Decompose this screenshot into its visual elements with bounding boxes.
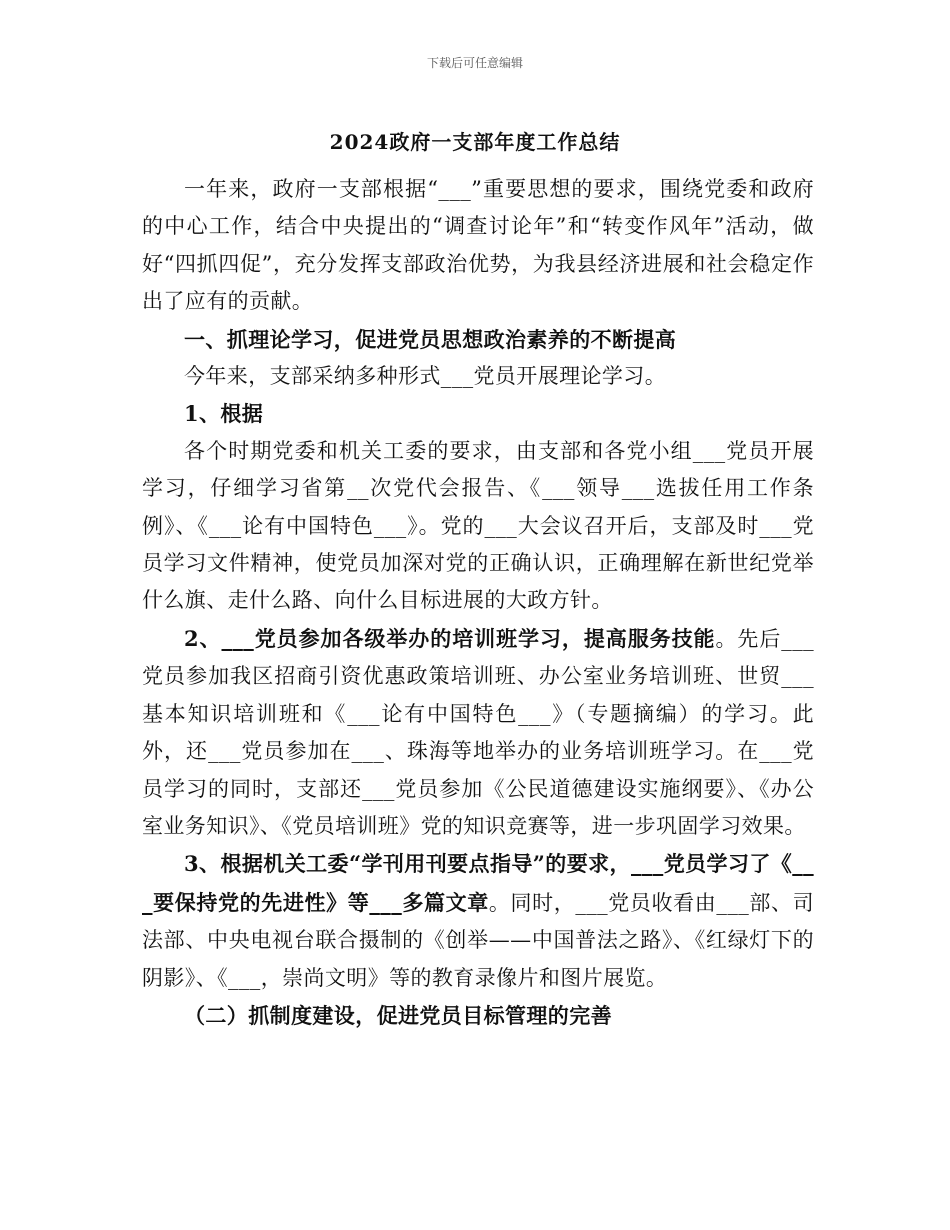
- item-3-paragraph: [142, 845, 814, 997]
- item-3-text: 。同时，___党员收看由___部、司法部、中央电视台联合摄制的《创举——中国普法之路》、《红绿灯下的阴影》、《___，崇尚文明》等的教育录像片和图片展览。: [142, 890, 814, 990]
- item-2-text: 。先后___党员参加我区招商引资优惠政策培训班、办公室业务培训班、世贸___基本知识培训班和《___论有中国特色___》（专题摘编）的学习。此外，还___党员参加在___、珠海等地举办的业务培训班学习。在___党员学习的同时，支部还___党员参加《公民道德建设实施纲要》、《办公室业务知识》、《党员培训班》党的知识竞赛等，进一步巩固学习效果。: [142, 626, 814, 838]
- intro-paragraph: 一年来，政府一支部根据“___”重要思想的要求，围绕党委和政府的中心工作，结合中央提出的“调查讨论年”和“转变作风年”活动，做好“四抓四促”，充分发挥支部政治优势，为我县经济进展和社会稳定作出了应有的贡献。: [142, 177, 814, 314]
- item-2-bold-lead: 2、___党员参加各级举办的培训班学习，提高服务技能: [184, 625, 716, 651]
- document-body: [142, 171, 814, 1034]
- document-title: 2024政府一支部年度工作总结: [329, 130, 621, 154]
- header-note: 下载后可任意编辑: [426, 56, 523, 70]
- item-3-bold-lead: 3、根据机关工委“学刊用刊要点指导”的要求，___党员学习了《___要保持党的先进性》等___多篇文章: [142, 851, 814, 915]
- section-1-heading: 一、抓理论学习，促进党员思想政治素养的不断提高: [184, 326, 677, 352]
- section-2-heading: （二）抓制度建设，促进党员目标管理的完善: [184, 1002, 612, 1028]
- section-1-intro: 今年来，支部采纳多种形式___党员开展理论学习。: [184, 364, 667, 389]
- item-2-paragraph: [142, 620, 814, 845]
- item-1-heading: 1、根据: [184, 401, 264, 427]
- item-1-paragraph: 各个时期党委和机关工委的要求，由支部和各党小组___党员开展学习，仔细学习省第__次党代会报告、《___领导___选拔任用工作条例》、《___论有中国特色___》。党的___大会议召开后，支部及时___党员学习文件精神，使党员加深对党的正确认识，正确理解在新世纪党举什么旗、走什么路、向什么目标进展的大政方针。: [142, 438, 814, 613]
